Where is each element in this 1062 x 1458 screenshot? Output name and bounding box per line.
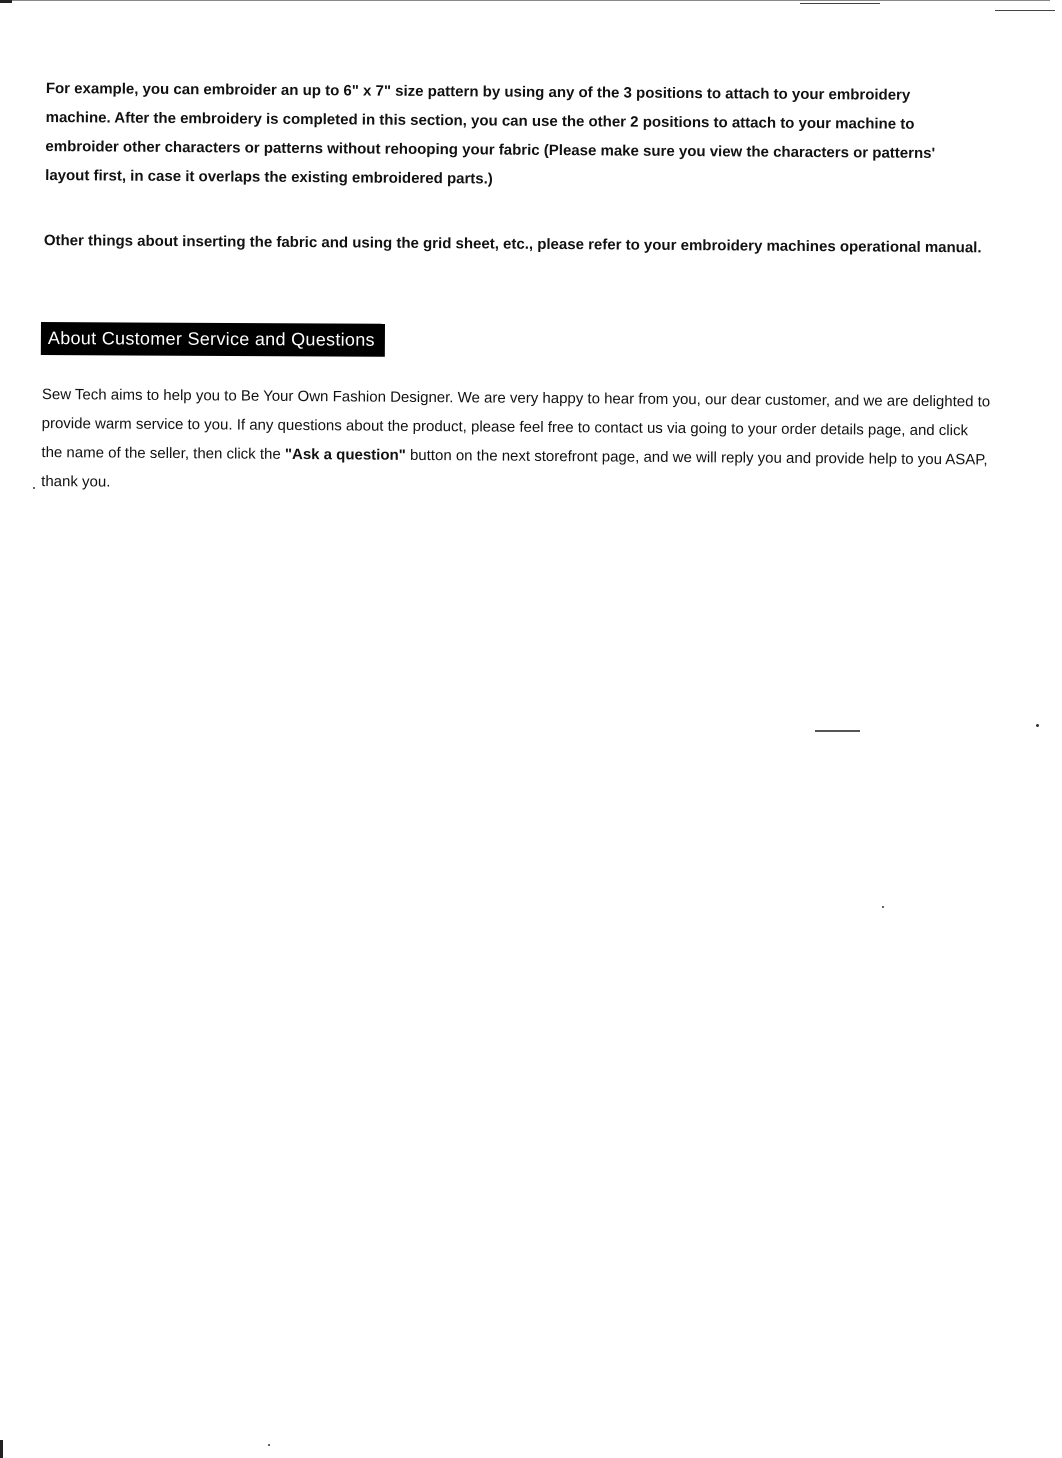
paragraph-operational-manual: Other things about inserting the fabric and using the grid sheet, etc., please refer to your embroidery machines operational manual. xyxy=(43,231,982,257)
paragraph-customer-service xyxy=(41,380,992,503)
ask-a-question-label: "Ask a question" xyxy=(284,445,406,464)
customer-service-text-after: button on the next storefront page, and we will reply you and provide help to you ASAP, thank you. xyxy=(41,446,988,491)
scan-top-left-mark xyxy=(0,0,12,3)
customer-service-text-before: Sew Tech aims to help you to Be Your Own Fashion Designer. We are very happy to hear from you, our dear customer, and we are delighted to provide warm service to you. If any questions about the product, please feel free to contact us via going to your order details page, and click the name of the seller, then click the xyxy=(41,385,991,463)
scan-speck-3 xyxy=(882,906,884,908)
scan-top-right-mark-1 xyxy=(800,3,880,4)
paragraph-embroidery-positions: For example, you can embroider an up to 6" x 7" size pattern by using any of the 3 positions to attach to your embroidery machine. After the embroidery is completed in this section, you can use the other 2 positions to attach to your machine to embroider other characters or patterns without rehooping your fabric (Please make sure you view the characters or patterns' layout first, in case it overlaps the existing embroidered parts.) xyxy=(45,79,936,188)
scan-top-edge-line xyxy=(10,0,1050,1)
scan-top-right-mark-2 xyxy=(995,10,1055,11)
scan-speck-1 xyxy=(1036,724,1039,727)
scan-mid-right-smudge xyxy=(815,730,860,732)
scan-speck-2 xyxy=(33,487,35,489)
scan-speck-4 xyxy=(268,1444,270,1446)
section-heading-customer-service: About Customer Service and Questions xyxy=(41,322,385,357)
scan-bottom-left-mark xyxy=(0,1440,3,1458)
